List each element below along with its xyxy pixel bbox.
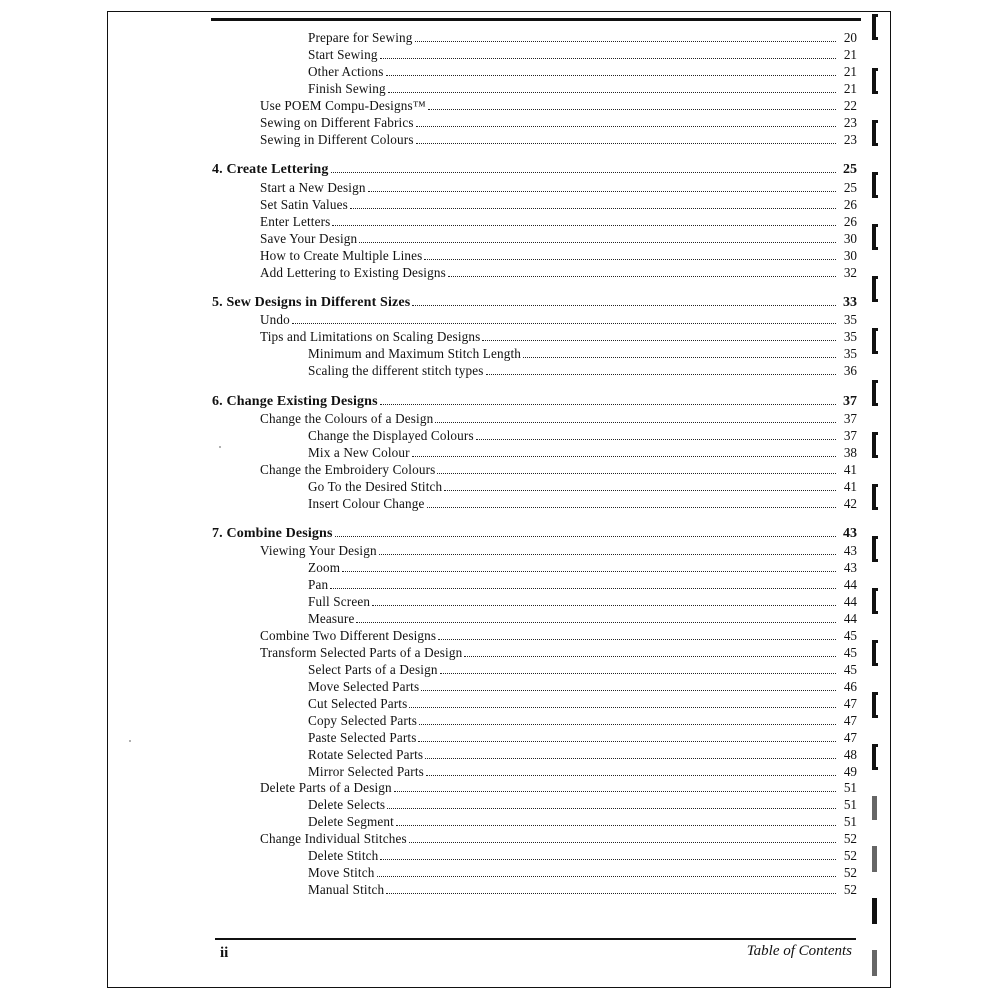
toc-entry-page: 46 [843,679,857,694]
binding-ring [872,14,878,40]
toc-entry [212,560,857,576]
footer-section-title: Table of Contents [746,943,852,959]
toc-entry-page: 23 [843,115,857,130]
toc-entry-page: 36 [843,363,857,378]
dot-leader [380,859,836,860]
toc-entry-title: Combine Two Different Designs [260,628,437,643]
toc-entry [212,428,857,444]
toc-entry-title: Start Sewing [308,47,378,62]
dot-leader [464,656,836,657]
toc-entry-title: Full Screen [308,594,371,609]
toc-entry-title: Start a New Design [260,180,366,195]
toc-entry-page: 44 [843,594,857,609]
binding-ring [872,898,877,924]
toc-entry-page: 51 [843,780,857,795]
toc-entry [212,747,857,763]
toc-entry [212,780,857,796]
binding-ring [872,68,878,94]
toc-entry [212,882,857,898]
toc-entry [212,543,857,559]
toc-entry [212,696,857,712]
toc-entry-page: 30 [843,231,857,246]
toc-entry-page: 52 [843,831,857,846]
dot-leader [396,825,836,826]
toc-entry-title: Other Actions [308,64,384,79]
binding-ring [872,692,878,718]
toc-entry [212,645,857,661]
toc-entry [212,594,857,610]
toc-entry-title: Copy Selected Parts [308,713,418,728]
toc-entry-title: 7. Combine Designs [212,526,333,541]
dot-leader [412,305,836,306]
toc-entry [212,611,857,627]
toc-chapter-entry [212,526,857,542]
toc-entry [212,346,857,362]
binding-ring [872,380,878,406]
binding-ring [872,744,878,770]
toc-entry-title: Sewing on Different Fabrics [260,115,414,130]
toc-entry-title: Go To the Desired Stitch [308,479,443,494]
dot-leader [356,622,836,623]
dot-leader [386,75,836,76]
toc-entry-title: Rotate Selected Parts [308,747,424,762]
toc-chapter-entry [212,162,857,178]
toc-entry [212,363,857,379]
toc-entry-title: Prepare for Sewing [308,30,413,45]
toc-entry [212,679,857,695]
toc-entry-page: 42 [843,496,857,511]
top-rule [211,18,861,21]
spiral-binding [872,0,886,1000]
toc-entry-page: 21 [843,81,857,96]
toc-entry-title: Move Stitch [308,865,375,880]
toc-entry-page: 43 [843,526,857,541]
toc-entry-title: How to Create Multiple Lines [260,248,423,263]
dot-leader [387,808,836,809]
toc-entry-page: 49 [843,764,857,779]
toc-entry [212,312,857,328]
binding-ring [872,276,878,302]
toc-entry-title: Change the Embroidery Colours [260,462,436,477]
dot-leader [421,690,836,691]
toc-entry-title: Measure [308,611,355,626]
toc-entry-page: 23 [843,132,857,147]
toc-entry-title: Select Parts of a Design [308,662,438,677]
toc-entry-title: Delete Selects [308,797,386,812]
toc-entry [212,577,857,593]
toc-entry-title: 6. Change Existing Designs [212,394,378,409]
toc-entry-page: 43 [843,560,857,575]
toc-entry [212,81,857,97]
toc-entry-page: 51 [843,797,857,812]
dot-leader [419,724,836,725]
toc-entry-page: 47 [843,713,857,728]
toc-entry-page: 25 [843,180,857,195]
toc-entry-page: 45 [843,662,857,677]
toc-entry-page: 35 [843,312,857,327]
binding-ring [872,328,878,354]
toc-entry [212,764,857,780]
toc-entry-page: 21 [843,64,857,79]
toc-entry-page: 37 [843,428,857,443]
toc-entry-title: Insert Colour Change [308,496,425,511]
toc-entry-title: Delete Parts of a Design [260,780,392,795]
dot-leader [368,191,836,192]
toc-entry-title: 5. Sew Designs in Different Sizes [212,295,411,310]
toc-entry [212,445,857,461]
dot-leader [444,490,836,491]
binding-ring [872,120,878,146]
binding-ring [872,536,878,562]
toc-entry-title: Add Lettering to Existing Designs [260,265,446,280]
toc-entry-title: Scaling the different stitch types [308,363,484,378]
toc-entry-page: 52 [843,848,857,863]
toc-entry-title: Transform Selected Parts of a Design [260,645,463,660]
toc-entry-page: 47 [843,696,857,711]
binding-ring [872,640,878,666]
dot-leader [424,259,836,260]
toc-entry [212,30,857,46]
dot-leader [409,842,836,843]
binding-ring [872,432,878,458]
toc-entry-page: 21 [843,47,857,62]
dot-leader [386,893,836,894]
dot-leader [359,242,836,243]
dot-leader [380,404,836,405]
dot-leader [335,536,836,537]
toc-entry [212,248,857,264]
toc-entry-page: 52 [843,865,857,880]
dot-leader [292,323,836,324]
binding-ring [872,588,878,614]
toc-entry-page: 48 [843,747,857,762]
dot-leader [380,58,836,59]
toc-entry [212,329,857,345]
dot-leader [435,422,836,423]
dot-leader [372,605,836,606]
toc-entry [212,64,857,80]
dot-leader [332,225,836,226]
dot-leader [476,439,836,440]
toc-entry-page: 44 [843,611,857,626]
toc-entry [212,848,857,864]
toc-entry-page: 51 [843,814,857,829]
toc-entry-page: 43 [843,543,857,558]
toc-entry [212,411,857,427]
binding-ring [872,950,877,976]
toc-entry [212,662,857,678]
dot-leader [331,172,837,173]
toc-entry-title: Cut Selected Parts [308,696,408,711]
toc-entry-page: 25 [843,162,857,177]
toc-entry-page: 22 [843,98,857,113]
toc-entry-title: Move Selected Parts [308,679,420,694]
toc-entry [212,713,857,729]
dot-leader [440,673,836,674]
dot-leader [388,92,836,93]
dot-leader [523,357,836,358]
toc-entry [212,197,857,213]
toc-entry [212,730,857,746]
dot-leader [409,707,836,708]
toc-entry [212,47,857,63]
toc-entry-page: 38 [843,445,857,460]
toc-entry-page: 26 [843,197,857,212]
binding-ring [872,224,878,250]
bottom-rule [215,938,856,940]
toc-entry [212,180,857,196]
toc-chapter-entry [212,295,857,311]
toc-entry-page: 30 [843,248,857,263]
toc-entry-title: Delete Segment [308,814,394,829]
dot-leader [416,143,836,144]
toc-entry [212,831,857,847]
toc-entry-title: Delete Stitch [308,848,379,863]
toc-entry-page: 45 [843,628,857,643]
dot-leader [438,639,836,640]
binding-ring [872,846,877,872]
toc-entry-page: 41 [843,479,857,494]
toc-entry-title: Zoom [308,560,341,575]
toc-entry [212,496,857,512]
toc-entry-title: Paste Selected Parts [308,730,417,745]
toc-entry-page: 35 [843,346,857,361]
toc-entry-title: Change the Colours of a Design [260,411,434,426]
toc-entry-page: 26 [843,214,857,229]
dot-leader [330,588,836,589]
dot-leader [342,571,836,572]
dot-leader [415,41,836,42]
toc-entry-title: Mix a New Colour [308,445,410,460]
toc-entry-title: Mirror Selected Parts [308,764,424,779]
toc-entry-title: 4. Create Lettering [212,162,329,177]
binding-ring [872,796,877,820]
dot-leader [412,456,836,457]
toc-entry-page: 41 [843,462,857,477]
toc-entry [212,628,857,644]
dot-leader [448,276,836,277]
toc-entry [212,98,857,114]
toc-entry-page: 45 [843,645,857,660]
binding-ring [872,172,878,198]
toc-entry-page: 33 [843,295,857,310]
toc-entry-title: Sewing in Different Colours [260,132,414,147]
scan-speck [219,446,221,448]
toc-entry [212,814,857,830]
toc-entry [212,132,857,148]
toc-entry-title: Enter Letters [260,214,331,229]
toc-entry-title: Undo [260,312,290,327]
dot-leader [379,554,836,555]
toc-entry-title: Viewing Your Design [260,543,377,558]
toc-entry-page: 20 [843,30,857,45]
toc-entry [212,865,857,881]
toc-entry-page: 35 [843,329,857,344]
dot-leader [394,791,836,792]
binding-ring [872,484,878,510]
toc-entry-title: Save Your Design [260,231,358,246]
toc-entry-page: 47 [843,730,857,745]
toc-entry-title: Tips and Limitations on Scaling Designs [260,329,481,344]
toc-entry-title: Finish Sewing [308,81,386,96]
toc-entry-page: 44 [843,577,857,592]
toc-entry-title: Pan [308,577,329,592]
toc-entry [212,214,857,230]
page-number: ii [220,945,229,961]
dot-leader [426,775,836,776]
toc-entry-title: Set Satin Values [260,197,348,212]
dot-leader [482,340,836,341]
toc-entry-title: Change the Displayed Colours [308,428,474,443]
dot-leader [416,126,836,127]
toc-entry-page: 52 [843,882,857,897]
toc-entry-page: 37 [843,394,857,409]
toc-entry-page: 37 [843,411,857,426]
toc-entry-page: 32 [843,265,857,280]
toc-entry [212,462,857,478]
toc-entry-title: Minimum and Maximum Stitch Length [308,346,522,361]
scan-speck [129,740,131,742]
dot-leader [427,507,836,508]
toc-entry [212,231,857,247]
dot-leader [418,741,836,742]
toc-entry [212,265,857,281]
toc-entry [212,479,857,495]
toc-chapter-entry [212,394,857,410]
toc-entry [212,797,857,813]
toc-entry-title: Manual Stitch [308,882,385,897]
dot-leader [425,758,836,759]
dot-leader [377,876,837,877]
dot-leader [350,208,836,209]
toc-entry-title: Use POEM Compu-Designs™ [260,98,426,113]
dot-leader [428,109,836,110]
toc-entry-title: Change Individual Stitches [260,831,407,846]
dot-leader [486,374,836,375]
dot-leader [437,473,836,474]
toc-entry [212,115,857,131]
